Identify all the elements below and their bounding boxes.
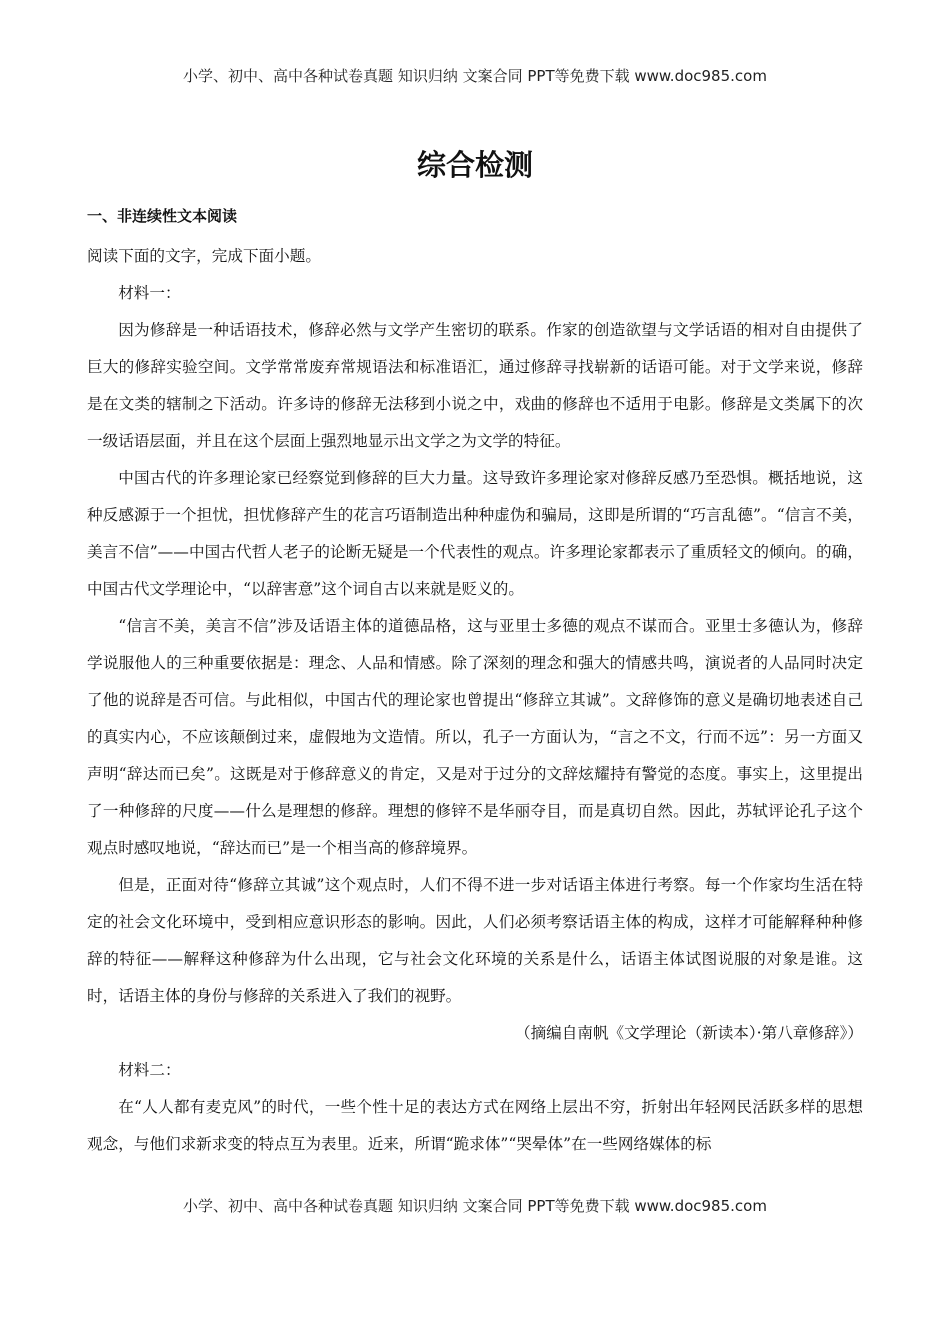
section-heading: 一、非连续性文本阅读 [87, 207, 238, 225]
paragraph: “信言不美，美言不信”涉及话语主体的道德品格，这与亚里士多德的观点不谋而合。亚里士多德认为，修辞学说服他人的三种重要依据是：理念、人品和情感。除了深刻的理念和强大的情感共鸣，演说者的人品同时决定了他的说辞是否可信。与此相似，中国古代的理论家也曾提出“修辞立其诚”。文辞修饰的意义是确切地表述自己的真实内心，不应该颠倒过来，虚假地为文造情。所以，孔子一方面认为，“言之不文，行而不远”：另一方面又声明“辞达而已矣”。这既是对于修辞意义的肯定，又是对于过分的文辞炫耀持有警觉的态度。事实上，这里提出了一种修辞的尺度——什么是理想的修辞。理想的修锌不是华丽夺目，而是真切自然。因此，苏轼评论孔子这个观点时感叹地说，“辞达而已”是一个相当高的修辞境界。 [87, 617, 863, 857]
page-title: 综合检测 [416, 148, 533, 182]
paragraph: 在“人人都有麦克风”的时代，一些个性十足的表达方式在网络上层出不穷，折射出年轻网民活跃多样的思想观念，与他们求新求变的特点互为表里。近来，所谓“跪求体”“哭晕体”在一些网络媒体的标 [87, 1098, 863, 1153]
instruction: 阅读下面的文字，完成下面小题。 [87, 247, 321, 265]
document-body [87, 203, 863, 1163]
footer-banner: 小学、初中、高中各种试卷真题 知识归纳 文案合同 PPT等免费下载 www.doc985.com [183, 1197, 767, 1215]
paragraph: 但是，正面对待“修辞立其诚”这个观点时，人们不得不进一步对话语主体进行考察。每一个作家均生活在特定的社会文化环境中，受到相应意识形态的影响。因此，人们必须考察话语主体的构成，这样才可能解释种种修辞的特征——解释这种修辞为什么出现，它与社会文化环境的关系是什么，话语主体试图说服的对象是谁。这时，话语主体的身份与修辞的关系进入了我们的视野。 [87, 876, 863, 1005]
material1-label: 材料一： [118, 284, 181, 302]
header-banner: 小学、初中、高中各种试卷真题 知识归纳 文案合同 PPT等免费下载 www.doc985.com [183, 67, 767, 85]
paragraph: 中国古代的许多理论家已经察觉到修辞的巨大力量。这导致许多理论家对修辞反感乃至恐惧。概括地说，这种反感源于一个担忧，担忧修辞产生的花言巧语制造出种种虚伪和骗局，这即是所谓的“巧言乱德”。“信言不美，美言不信”——中国古代哲人老子的论断无疑是一个代表性的观点。许多理论家都表示了重质轻文的倾向。的确，中国古代文学理论中，“以辞害意”这个词自古以来就是贬义的。 [87, 469, 863, 598]
material2-label: 材料二： [118, 1061, 181, 1079]
paragraph: 因为修辞是一种话语技术，修辞必然与文学产生密切的联系。作家的创造欲望与文学话语的相对自由提供了巨大的修辞实验空间。文学常常废弃常规语法和标准语汇，通过修辞寻找崭新的话语可能。对于文学来说，修辞是在文类的辖制之下活动。许多诗的修辞无法移到小说之中，戏曲的修辞也不适用于电影。修辞是文类属下的次一级话语层面，并且在这个层面上强烈地显示出文学之为文学的特征。 [87, 321, 863, 450]
source-citation: （摘编自南帆《文学理论（新读本）·第八章修辞》） [514, 1024, 863, 1042]
